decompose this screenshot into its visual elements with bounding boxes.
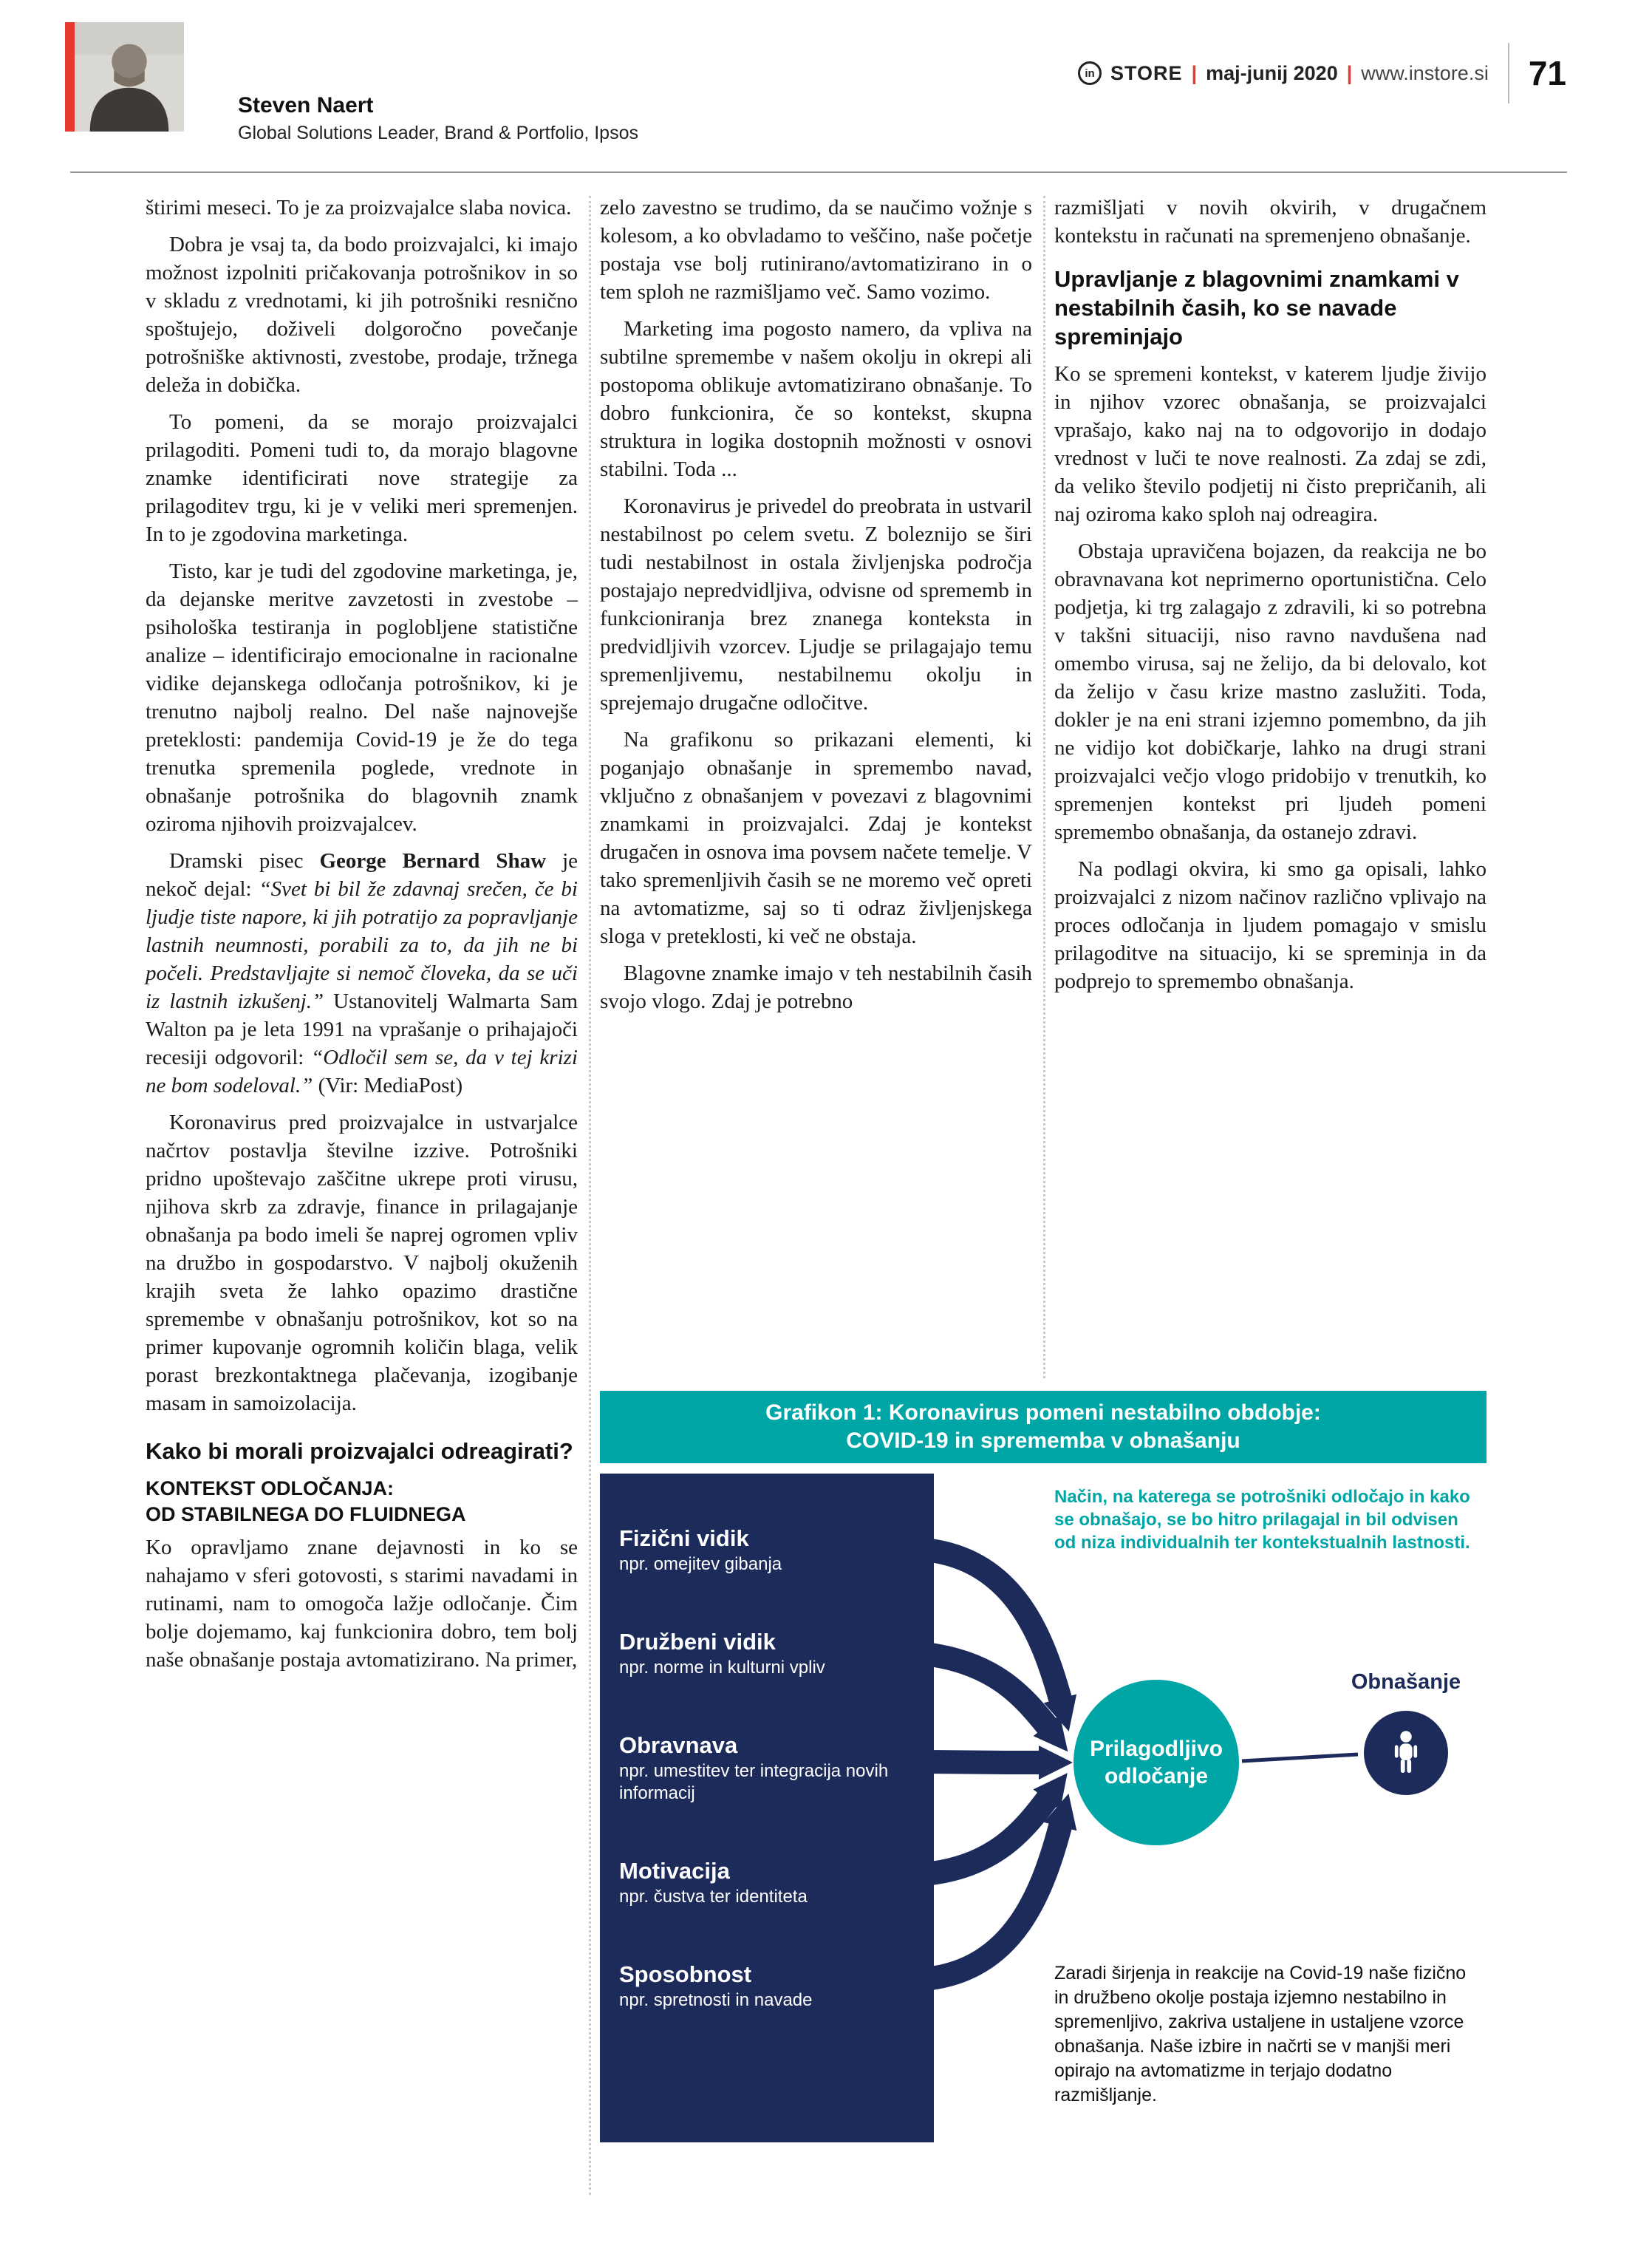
- paragraph: Blagovne znamke imajo v teh nestabilnih časih svojo vlogo. Zdaj je potrebno: [600, 961, 1032, 1013]
- instore-logo-icon: in: [1078, 61, 1102, 85]
- grafikon-title: [600, 1391, 1486, 1463]
- paragraph: Ko opravljamo znane dejavnosti in ko se nahajamo v sferi gotovosti, s starimi navadami in rutinami, nam to omogoča lažje odločanje. Čim bolje dojemamo, kaj funkcionira dobro, tem bolj naše obnašanje postaja avtomatizirano. Na primer,: [146, 1536, 578, 1672]
- text-run: Ustanovitelj Walmarta Sam Walton pa je leta 1991 na vprašanje o prihajajoči recesiji odgovoril:: [146, 990, 578, 1069]
- driver-title: Družbeni vidik: [619, 1629, 776, 1655]
- behavior-label: Obnašanje: [1351, 1670, 1461, 1694]
- driver-item: [619, 1525, 915, 1576]
- driver-title: Sposobnost: [619, 1961, 752, 1987]
- driver-desc: npr. spretnosti in navade: [619, 1990, 813, 2010]
- author-title: Global Solutions Leader, Brand & Portfolio, Ipsos: [238, 123, 638, 143]
- drivers-panel: [600, 1474, 934, 2142]
- section-heading: Kako bi morali proizvajalci odreagirati?: [146, 1438, 573, 1464]
- text-run: (Vir: MediaPost): [313, 1074, 463, 1097]
- quote-text: “Svet bi bil že zdavnaj srečen, če bi ljudje tiste napore, ki jih potratijo za popravljanje lastnih neumnosti, porabili za to, da jih ne bi počeli. Predstavljajte si nemoč človeka, da se uči iz lastnih izkušenj.”: [146, 877, 578, 1013]
- sub-heading: [146, 1476, 578, 1528]
- driver-item: [619, 1858, 915, 1908]
- driver-desc: npr. umestitev ter integracija novih informacij: [619, 1761, 889, 1803]
- grafikon-note-top: Način, na katerega se potrošniki odločajo in kako se obnašajo, se bo hitro prilagajal in bil odvisen od niza individualnih ter kontekstualnih lastnosti.: [1054, 1487, 1470, 1553]
- driver-item: [619, 1629, 915, 1679]
- grafikon-title-line: Grafikon 1: Koronavirus pomeni nestabilno obdobje:: [765, 1400, 1321, 1425]
- author-block: [238, 93, 638, 144]
- header-rule: [70, 171, 1567, 173]
- column-1: [146, 194, 578, 1683]
- author-name: Steven Naert: [238, 93, 374, 118]
- author-photo-silhouette: [75, 22, 184, 132]
- person-icon: [1382, 1729, 1430, 1777]
- grafikon-title-line: COVID-19 in sprememba v obnašanju: [846, 1428, 1240, 1453]
- text-run: Dramski pisec: [169, 849, 320, 873]
- text-run: je nekoč dejal:: [146, 849, 578, 901]
- paragraph: Koronavirus pred proizvajalce in ustvarjalce načrtov postavlja številne izzive. Potrošniki pridno upoštevajo zaščitne ukrepe proti virusu, njihova skrb za zdravje, finance in prilagajanje obnašanja pa bodo imeli še naprej ogromen vpliv na družbo in gospodarstvo. V najbolj okuženih krajih sveta že lahko opazimo drastične spremembe v obnašanju potrošnikov, kot so na primer kupovanje ogromnih količin blaga, velik porast brezkontaktnega plačevanja, izogibanje masam in samoizolacija.: [146, 1111, 578, 1415]
- issue-meta: [1078, 61, 1489, 85]
- issue-date: maj-junij 2020: [1206, 61, 1338, 84]
- masthead-divider: [1508, 43, 1509, 103]
- driver-item: [619, 1732, 915, 1805]
- paragraph: Tisto, kar je tudi del zgodovine marketinga, je, da dejanske meritve zavzetosti in zvestobe – psihološka testiranja in poglobljene statistične analize – identificirajo emocionalne in racionalne vidike dejanskega odločanja potrošnikov, ki je trenutno najbolj realno. Del naše najnovejše preteklosti: pandemija Covid-19 je že do tega trenutka spremenila poglede, vrednote in obnašanje potrošnika do blagovnih znamk oziroma njihovih proizvajalcev.: [146, 559, 578, 836]
- paragraph: štirimi meseci. To je za proizvajalce slaba novica.: [146, 196, 572, 219]
- driver-desc: npr. čustva ter identiteta: [619, 1887, 808, 1907]
- magazine-name: STORE: [1110, 61, 1183, 84]
- driver-desc: npr. norme in kulturni vpliv: [619, 1658, 825, 1678]
- driver-title: Obravnava: [619, 1732, 738, 1758]
- section-heading: Upravljanje z blagovnimi znamkami v nestabilnih časih, ko se navade spreminjajo: [1054, 266, 1459, 350]
- paragraph: Marketing ima pogosto namero, da vpliva na subtilne spremembe v našem okolju in okrepi ali postopoma oblikuje avtomatizirano obnašanje. To dobro funkcionira, če so kontekst, skupna struktura in logika dostopnih možnosti v osnovi stabilni. Toda ...: [600, 317, 1032, 481]
- paragraph-quote: [146, 847, 578, 1100]
- grafikon-1: [600, 1391, 1486, 2200]
- paragraph: Ko se spremeni kontekst, v katerem ljudje živijo in njihov vzorec obnašanja, se proizvajalci vprašajo, kako naj na to odgovorijo in dodajo vrednost v luči te nove realnosti. Za zdaj se zdi, da veliko število podjetij ni čisto prepričanih, ali naj oziroma kako sploh naj odreagira.: [1054, 362, 1486, 526]
- masthead-right: [1078, 43, 1566, 103]
- paragraph: razmišljati v novih okvirih, v drugačnem kontekstu in računati na spremenjeno obnašanje.: [1054, 196, 1486, 248]
- page-number: 71: [1528, 54, 1566, 92]
- driver-title: Fizični vidik: [619, 1525, 749, 1551]
- driver-desc: npr. omejitev gibanja: [619, 1554, 782, 1574]
- author-photo: [75, 22, 184, 132]
- paragraph: zelo zavestno se trudimo, da se naučimo vožnje s kolesom, a ko obvladamo to veščino, naše početje postaja vse bolj rutinirano/avtomatizirano in o tem sploh ne razmišljamo več. Samo vozimo.: [600, 196, 1032, 304]
- paragraph: Koronavirus je privedel do preobrata in ustvaril nestabilnost po celem svetu. Z boleznijo se širi tudi nestabilnost in ostala življenjska področja postajajo nepredvidljiva, odvisne od sprememb in funkcioniranja brez znanega konteksta in predvidljivih vzorcev. Ljudje se prilagajajo temu spremenljivemu, nestabilnemu okolju in sprejemajo drugačne odločitve.: [600, 494, 1032, 715]
- paragraph: Dobra je vsaj ta, da bodo proizvajalci, ki imajo možnost izpolniti pričakovanja potrošnikov in so v skladu z vrednotami, ki jih potrošniki resnično spoštujejo, doživeli dolgoročno povečanje potrošniške aktivnosti, zvestobe, prodaje, tržnega deleža in dobička.: [146, 233, 578, 397]
- sub-heading-line: KONTEKST ODLOČANJA:: [146, 1477, 394, 1499]
- paragraph: To pomeni, da se morajo proizvajalci prilagoditi. Pomeni tudi to, da morajo blagovne znamke identificirati nove strategije za prilagoditev trgu, ki je v veliki meri spremenjen. In to je zgodovina marketinga.: [146, 410, 578, 546]
- driver-title: Motivacija: [619, 1858, 730, 1884]
- grafikon-note-bottom: Zaradi širjenja in reakcije na Covid-19 naše fizično in družbeno okolje postaja izjemno nestabilno in spremenljivo, zakriva ustaljene in ustaljene vzorce obnašanja. Naše izbire in načrti se v manjši meri opirajo na avtomatizme in terjajo dodatno razmišljanje.: [1054, 1963, 1467, 2105]
- meta-separator: |: [1191, 61, 1198, 84]
- accent-bar: [65, 22, 75, 132]
- paragraph: Na podlagi okvira, ki smo ga opisali, lahko proizvajalci z nizom načinov različno vplivajo na proces odločanja in ljudem pomagajo v smislu prilagoditve na situacijo, ki se spreminja in da podprejo to spremembo obnašanja.: [1054, 857, 1486, 993]
- website-url: www.instore.si: [1361, 61, 1489, 84]
- driver-item: [619, 1961, 915, 2012]
- adaptive-decision-circle: Prilagodljivo odločanje: [1073, 1680, 1239, 1845]
- sub-heading-line: OD STABILNEGA DO FLUIDNEGA: [146, 1503, 466, 1525]
- person-name: George Bernard Shaw: [319, 849, 547, 873]
- paragraph: Obstaja upravičena bojazen, da reakcija ne bo obravnavana kot neprimerno oportunistična. Celo podjetja, ki trg zalagajo z zdravili, ki so potrebna v takšni situaciji, niso ravno navdušena nad omembo virusa, saj ne želijo, da bi delovalo, kot da želijo v času krize mastno zaslužiti. Toda, dokler je na eni strani izjemno pomembno, da jih ne vidijo kot dobičkarje, lahko na drugi strani proizvajalci večjo vlogo pridobijo v trenutkih, ko spremenjen kontekst pri ljudeh pomeni spremembo obnašanja, da ostanejo zdravi.: [1054, 539, 1486, 844]
- paragraph: Na grafikonu so prikazani elementi, ki poganjajo obnašanje in spremembo navad, vključno z obnašanjem v povezavi z blagovnimi znamkami in proizvajalci. Zdaj je kontekst drugačen in osnova ima povsem načete temelje. V tako spremenljivih časih se ne moremo več opreti na avtomatizme, saj so ti odraz življenjskega sloga v preteklosti, ki več ne obstaja.: [600, 728, 1032, 948]
- meta-separator: |: [1346, 61, 1353, 84]
- behavior-circle: [1364, 1711, 1448, 1795]
- quote-text: “Odločil sem se, da v tej krizi ne bom sodeloval.”: [146, 1046, 578, 1097]
